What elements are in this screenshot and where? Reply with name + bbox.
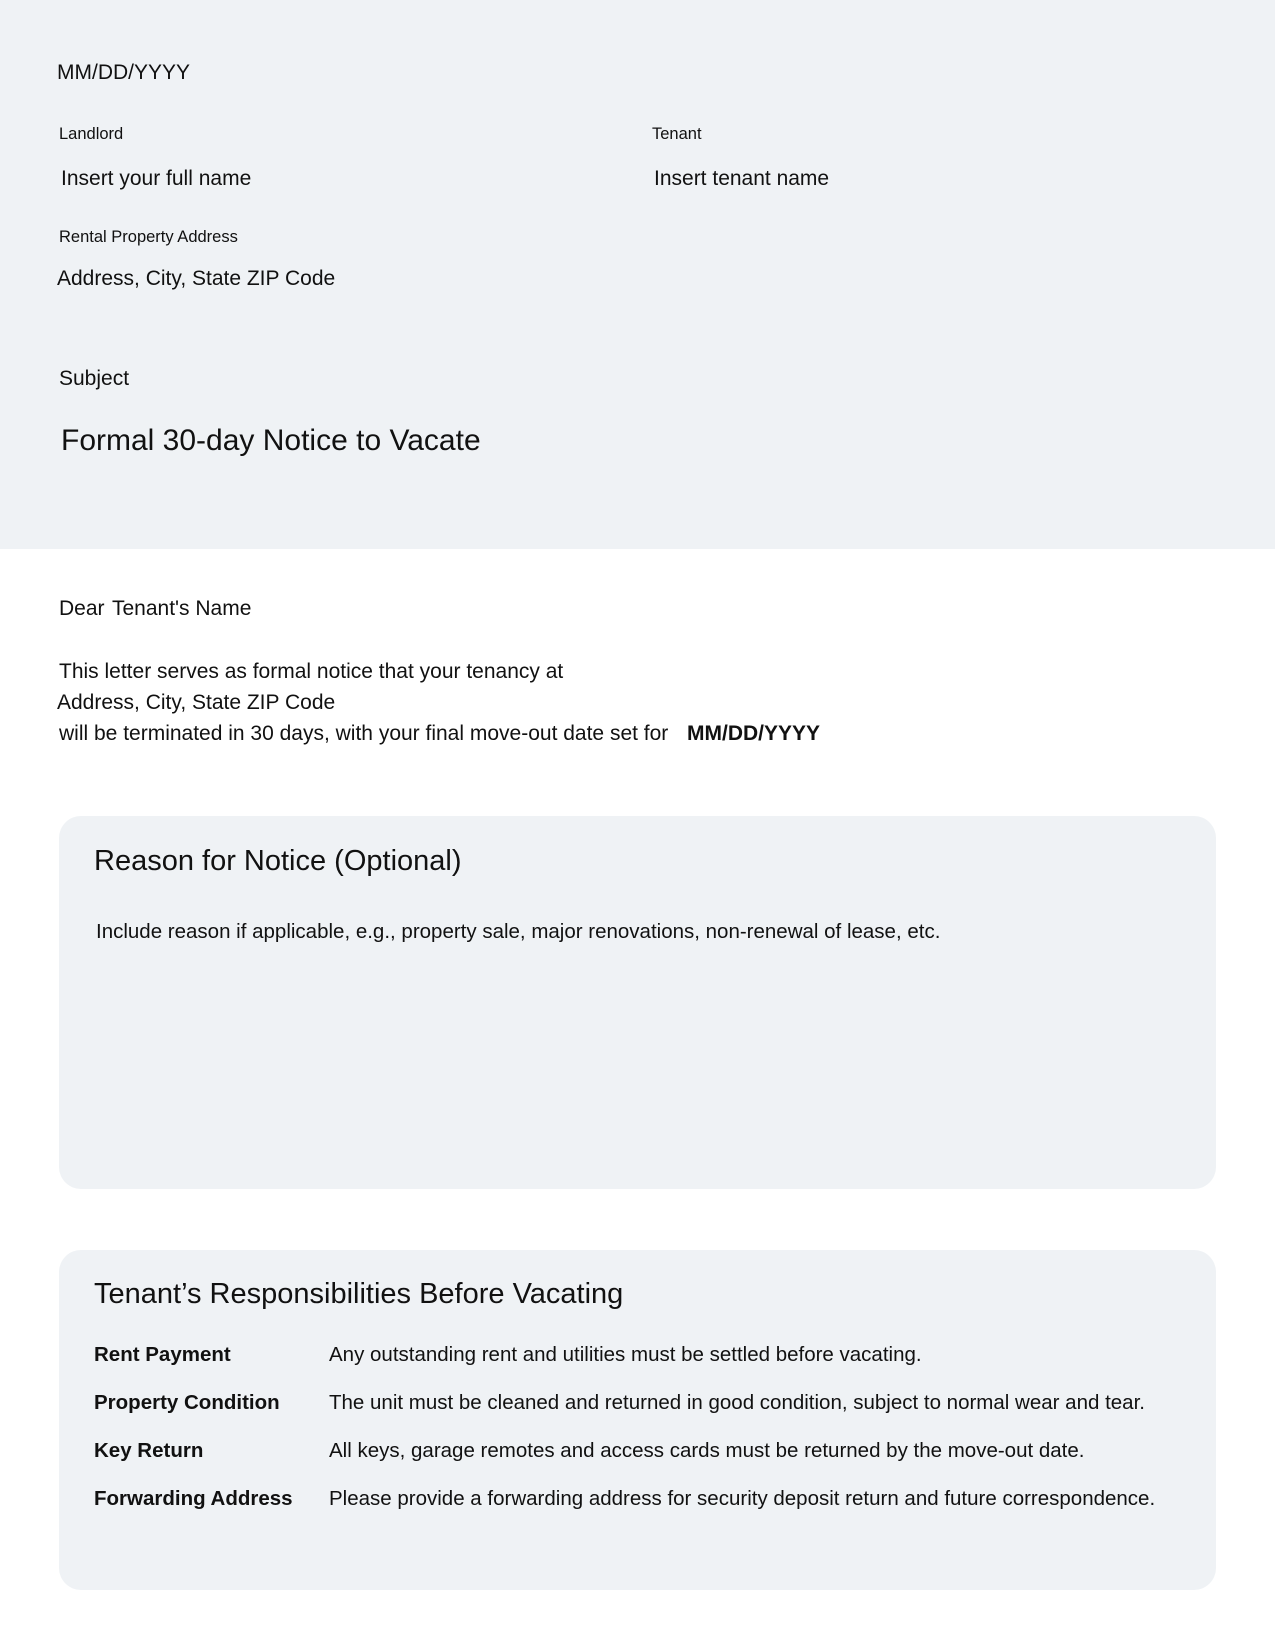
responsibilities-card: [59, 1250, 1216, 1590]
notice-text-line-3: will be terminated in 30 days, with your final move-out date set for: [59, 722, 669, 745]
responsibility-text: All keys, garage remotes and access cards must be returned by the move-out date.: [329, 1439, 1085, 1462]
move-out-date-field[interactable]: MM/DD/YYYY: [687, 722, 821, 745]
salutation-label: Dear: [59, 597, 105, 620]
responsibility-label: Rent Payment: [94, 1343, 231, 1366]
rental-address-field[interactable]: Address, City, State ZIP Code: [57, 267, 336, 290]
landlord-label: Landlord: [59, 125, 124, 143]
responsibility-text: Please provide a forwarding address for security deposit return and future correspondence.: [329, 1487, 1156, 1510]
notice-text-line-1: This letter serves as formal notice that your tenancy at: [59, 660, 564, 683]
reason-card: [59, 816, 1216, 1189]
responsibility-label: Property Condition: [94, 1391, 280, 1414]
responsibilities-title: Tenant’s Responsibilities Before Vacating: [94, 1278, 624, 1310]
reason-title: Reason for Notice (Optional): [94, 845, 462, 877]
notice-date-field[interactable]: MM/DD/YYYY: [57, 61, 191, 84]
salutation-name-field[interactable]: Tenant's Name: [112, 597, 252, 620]
reason-text-field[interactable]: Include reason if applicable, e.g., property sale, major renovations, non-renewal of lease, etc.: [96, 920, 941, 943]
responsibility-text: Any outstanding rent and utilities must be settled before vacating.: [329, 1343, 922, 1366]
subject-label: Subject: [59, 367, 130, 390]
tenant-label: Tenant: [652, 125, 702, 143]
rental-address-label: Rental Property Address: [59, 228, 238, 246]
tenancy-address-field[interactable]: Address, City, State ZIP Code: [57, 691, 336, 714]
responsibility-text: The unit must be cleaned and returned in good condition, subject to normal wear and tear.: [329, 1391, 1145, 1414]
responsibility-label: Forwarding Address: [94, 1487, 293, 1510]
landlord-name-field[interactable]: Insert your full name: [61, 167, 252, 190]
header-panel: [0, 0, 1275, 549]
subject-field[interactable]: Formal 30-day Notice to Vacate: [61, 424, 481, 457]
tenant-name-field[interactable]: Insert tenant name: [654, 167, 830, 190]
responsibility-label: Key Return: [94, 1439, 204, 1462]
